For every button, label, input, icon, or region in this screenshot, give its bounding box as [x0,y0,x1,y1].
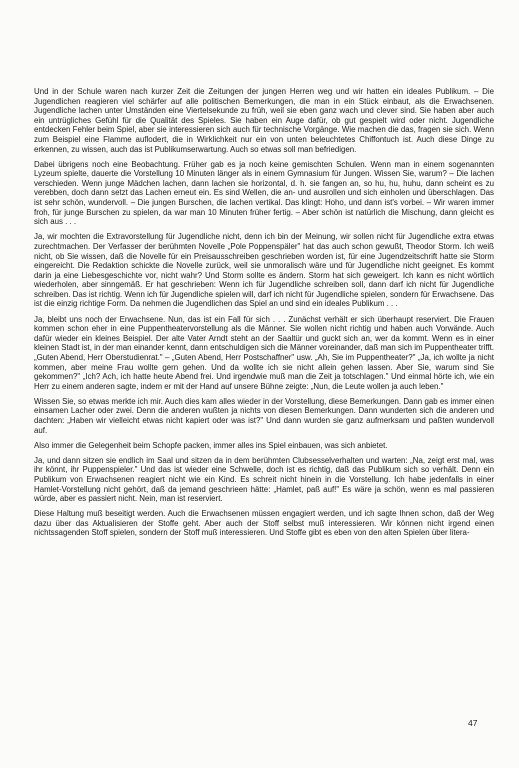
page-number: 47 [468,718,478,728]
paragraph: Wissen Sie, so etwas merkte ich mir. Auch dies kam alles wieder in der Vorstellung, diese Bemerkungen. Dann gab es immer einen einsamen Lacher oder zwei. Denn die anderen wußten ja nichts von diesen Bemerkungen. Dann wunderten sich die anderen und dachten: „Haben wir vielleicht etwas nicht kapiert oder was ist?" Und dann wurden sie ganz aufmerksam und paßten wundervoll auf. [34,396,494,435]
paragraph: Dabei übrigens noch eine Beobachtung. Früher gab es ja noch keine gemischten Schulen. Wenn man in einem sogenannten Lyzeum spielte, dauerte die Vorstellung 10 Minuten länger als in einem Gymnasium für Jungen. Wissen Sie, warum? – Die lachen verschieden. Wenn junge Mädchen lachen, dann lachen sie horizontal, d. h. sie fangen an, so hu, hu, huhu, dann scheint es zu verebben, doch dann setzt das Lachen erneut ein. Es sind Wellen, die an- und ausrollen und sich einholen und überschlagen. Das ist sehr schön, wundervoll. – Die jungen Burschen, die lachen vertikal. Das klingt: Hoho, und dann ist's vorbei. – Wir waren immer froh, für junge Burschen zu spielen, da war man 10 Minuten früher fertig. – Aber schön ist natürlich die Mischung, dann gleicht es sich aus . . . [34,159,494,227]
paragraph: Diese Haltung muß beseitigt werden. Auch die Erwachsenen müssen engagiert werden, und ich sagte Ihnen schon, daß der Weg dazu über das Aktualisieren der Stoffe geht. Aber auch der Stoff selbst muß interessieren. Wir können nicht irgend einen nichtssagenden Stoff spielen, sondern der Stoff muß interessieren. Und Stoffe gibt es eben von den alten Spielen über litera- [34,509,494,538]
paragraph: Ja, bleibt uns noch der Erwachsene. Nun, das ist ein Fall für sich . . . Zunächst verhält er sich überhaupt reserviert. Die Frauen kommen schon eher in eine Puppentheatervorstellung als die Männer. Sie wollen nicht richtig und haben auch Vorwände. Auch dafür wieder ein kleines Beispiel. Der alte Vater Arndt steht an der Saaltür und guckt sich an, wer da kommt. Wenn es in einer kleinen Stadt ist, in der man einander kennt, dann entschuldigen sich die Männer voreinander, daß man sich im Puppentheater trifft. „Guten Abend, Herr Oberstudienrat." – „Guten Abend, Herr Postschaffner" usw. „Ah, Sie im Puppentheater?" „Ja, ich wollte ja nicht kommen, aber meine Frau wollte gern gehen. Und da wollte ich sie nicht allein gehen lassen. Aber Sie, warum sind Sie gekommen?" „Ich? Ach, ich hatte heute Abend frei. Und irgendwie muß man die Zeit ja totschlagen." Und einmal hörte ich, wie ein Herr zu einem anderen sagte, indem er mit der Hand auf unsere Bühne zeigte: „Nun, die Leute wollen ja auch leben." [34,314,494,391]
paragraph: Also immer die Gelegenheit beim Schopfe packen, immer alles ins Spiel einbauen, was sich anbietet. [34,440,388,450]
body-text [34,87,494,544]
paragraph: Ja, wir mochten die Extravorstellung für Jugendliche nicht, denn ich bin der Meinung, wir sollen nicht für Jugendliche extra etwas zurechtmachen. Der Verfasser der berühmten Novelle „Pole Poppenspäler" hat das auch schon gewußt, Theodor Storm. Ich weiß nicht, ob Sie wissen, daß die Novelle für ein Preisausschreiben geschrieben worden ist, für eine Jugendzeitschrift hatte sie Storm eingereicht. Die Redaktion schickte die Novelle zurück, weil sie unmoralisch wäre und für Jugendliche nicht geeignet. Es kommt darin ja eine Liebesgeschichte vor, nicht wahr? Und Storm sollte es ändern. Storm hat sich geweigert. Ich kann es nicht wörtlich wiederholen, aber sinngemäß. Er hat geschrieben: Wenn ich für Jugendliche schreiben soll, dann darf ich nicht für Jugendliche schreiben. Das ist richtig. Wenn ich für Jugendliche spielen will, darf ich nicht für Jugendliche spielen, sondern für Erwachsene. Das ist die einzig richtige Form. Da nehmen die Jugendlichen das Spiel an und sind ein ideales Publikum . . . [34,232,494,309]
paragraph: Und in der Schule waren nach kurzer Zeit die Zeitungen der jungen Herren weg und wir hatten ein ideales Publikum. – Die Jugendlichen reagieren viel schärfer auf alle politischen Bemerkungen, die man in ein Stück einbaut, als die Erwachsenen. Jugendliche lachen unter Umständen eine Viertelsekunde zu früh, weil sie eben ganz wach und clever sind. Sie haben aber auch ein untrügliches Gefühl für die Qualität des Spieles. Sie haben ein Auge dafür, ob gut gespielt wird oder nicht. Jugendliche entdecken Fehler beim Spiel, aber sie interessieren sich auch für technische Vorgänge. Wie machen die das, fragen sie sich. Wenn zum Beispiel eine Flamme auflodert, die in Wirklichkeit nur ein von unten beleuchtetes Chiffontuch ist. Auch diese Dinge zu erkennen, zu wissen, auch das ist Publikumserwartung. Auch so etwas soll man befriedigen. [34,87,494,154]
paragraph: Ja, und dann sitzen sie endlich im Saal und sitzen da in dem berühmten Clubsesselverhalten und warten: „Na, zeigt erst mal, was ihr könnt, ihr Puppenspieler." Und das ist wieder eine Schwelle, doch ist es richtig, daß das Publikum sich so verhält. Denn ein Publikum von Erwachsenen reagiert nicht wie ein Kind. Es schreit nicht hinein in die Vorstellung. Ich habe jedenfalls in einer Hamlet-Vorstellung nicht gehört, daß da jemand geschrieen hätte: „Hamlet, paß auf!" Es wäre ja schön, wenn es mal passieren würde, aber es passiert nicht. Nein, man ist reserviert. [34,455,494,504]
